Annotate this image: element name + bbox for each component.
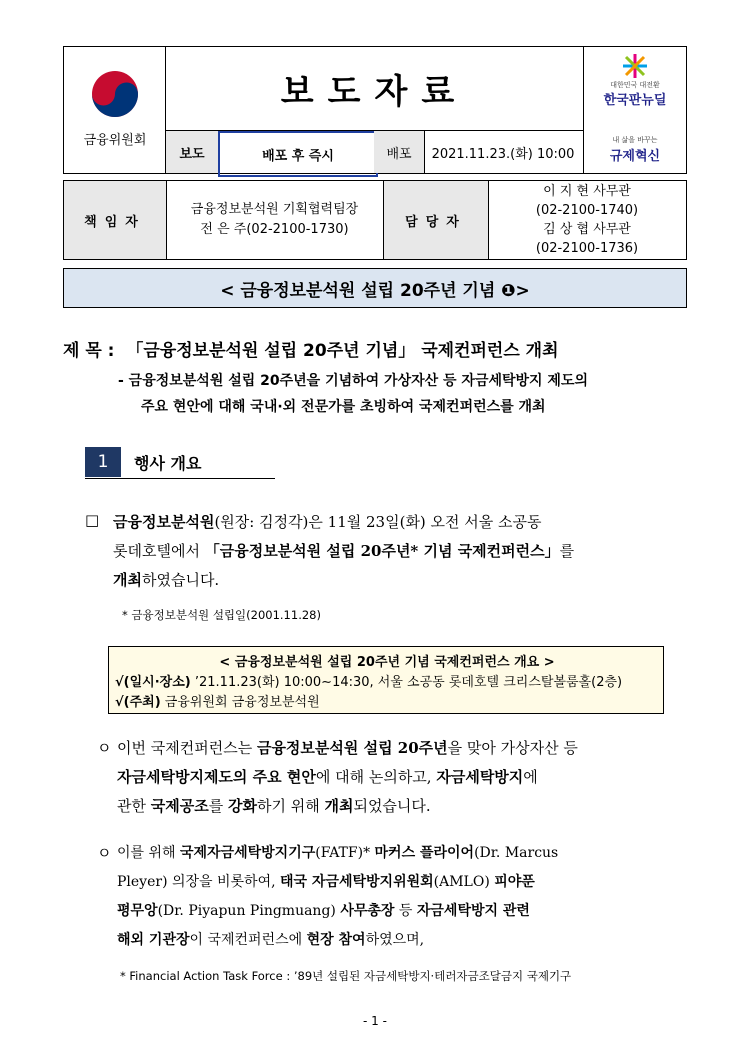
release-label: 보도 [166, 131, 219, 173]
para3-line2-a: Pleyer) 의장을 비롯하여, [117, 874, 280, 890]
overview-line2 [115, 691, 320, 710]
para2-line3-c: 하기 위해 [256, 797, 325, 815]
para1-line2-b: 를 [559, 542, 575, 560]
para1-line2-a: 롯데호텔에서 [113, 542, 205, 560]
overview-line2-label: √(주최) [115, 695, 161, 710]
contact-info [488, 181, 686, 259]
title-banner: < 금융정보분석원 설립 20주년 기념 ❶> [63, 268, 687, 308]
subject-label: 제 목 : [63, 341, 115, 361]
para2-line3-bold3: 개최 [324, 797, 354, 815]
para1-line1-rest: (원장: 김정각)은 11월 23일(화) 오전 서울 소공동 [214, 513, 542, 531]
manager-line1: 금융정보분석원 기획협력팀장 [190, 202, 359, 217]
para1-line3 [113, 569, 219, 590]
para3-line2 [117, 871, 535, 891]
para3-line1-a: 이를 위해 [117, 845, 180, 861]
para3-line2-bold1: 태국 자금세탁방지위원회 [280, 874, 434, 890]
para3-line2-bold2: 피야푼 [494, 874, 535, 890]
logo-cell [64, 47, 166, 173]
para3-line1 [117, 842, 558, 862]
responsible-table [63, 180, 687, 260]
para1-line2 [113, 540, 574, 561]
para1-line3-bold: 개최 [113, 571, 142, 589]
manager-label: 책임자 [64, 181, 167, 259]
overview-title: < 금융정보분석원 설립 20주년 기념 국제컨퍼런스 개요 > [219, 655, 555, 670]
para2-line1-bold: 금융정보분석원 설립 20주년 [256, 739, 448, 757]
contact-line2: (02-2100-1740) [535, 203, 639, 218]
para3-line1-c: (Dr. Marcus [474, 845, 559, 861]
newdeal-small-text: 대한민국 대전환 [610, 81, 660, 89]
para2-line2-bold2: 자금세탁방지 [436, 768, 524, 786]
overview-box [108, 646, 664, 714]
para3-line3-bold3: 자금세탁방지 관련 [416, 903, 530, 919]
subject-sub2: 주요 현안에 대해 국내·외 전문가를 초빙하여 국제컨퍼런스를 개최 [141, 399, 546, 415]
para3-line3 [117, 900, 530, 920]
para2-line2-bold1: 자금세탁방지제도의 주요 현안 [117, 768, 316, 786]
page-number: - 1 - [363, 1014, 387, 1028]
para3-bullet: ㅇ [97, 844, 112, 862]
subject-line [63, 336, 687, 361]
para2-line1-b: 을 맞아 가상자산 등 [447, 739, 578, 757]
para3-line4-b: 하였으며, [365, 932, 425, 948]
para2-line1-a: 이번 국제컨퍼런스는 [117, 739, 257, 757]
manager-info [166, 181, 384, 259]
para1-bullet: □ [85, 511, 100, 529]
right-logo-cell [584, 47, 686, 173]
section-number: 1 [85, 447, 121, 477]
para1-line1 [113, 511, 542, 532]
release-info-row [166, 131, 584, 173]
para1-line3-rest: 하였습니다. [141, 571, 220, 589]
distribute-label: 배포 [374, 131, 425, 173]
subject-sub1: - 금융정보분석원 설립 20주년을 기념하여 가상자산 등 자금세탁방지 제도의 [118, 373, 589, 389]
para1-footnote: * 금융정보분석원 설립일(2001.11.28) [122, 608, 321, 622]
contact-line1: 이 지 현 사무관 [543, 184, 631, 199]
para3-line4-bold1: 해외 기관장 [117, 932, 190, 948]
overview-line1 [115, 671, 622, 690]
manager-line2: 전 은 주(02-2100-1730) [200, 222, 349, 237]
distribute-value: 2021.11.23.(화) 10:00 [431, 146, 575, 162]
para3-line1-bold2: 마커스 플라이어 [374, 845, 475, 861]
para3-line2-b: (AMLO) [433, 874, 495, 890]
para3-line3-a: (Dr. Piyapun Pingmuang) [157, 903, 341, 919]
para2-line2-a: 에 대해 논의하고, [315, 768, 437, 786]
section-title: 행사 개요 [134, 454, 202, 473]
para3-line3-bold2: 사무총장 [340, 903, 395, 919]
para2-line1 [117, 737, 578, 758]
para2-line3-bold2: 강화 [227, 797, 257, 815]
section-underline [85, 478, 275, 479]
contact-line4: (02-2100-1736) [535, 241, 639, 256]
overview-line1-label: √(일시·장소) [115, 675, 191, 690]
regulation-small-text: 내 삶을 바꾸는 [612, 136, 658, 144]
newdeal-star-icon [620, 53, 650, 79]
para3-line1-bold1: 국제자금세탁방지기구 [180, 845, 316, 861]
para1-line2-bold: 「금융정보분석원 설립 20주년* 기념 국제컨퍼런스」 [204, 542, 560, 560]
contact-line3: 김 상 협 사무관 [543, 222, 631, 237]
contact-label: 담당자 [384, 181, 489, 259]
page-title: 보도자료 [166, 47, 584, 131]
para2-line2-b: 에 [523, 768, 538, 786]
overview-line1-text: ’21.11.23(화) 10:00∼14:30, 서울 소공동 롯데호텔 크리스탈볼룸홀(2층) [190, 675, 623, 690]
newdeal-text: 한국판뉴딜 [603, 93, 667, 108]
para1-line1-bold: 금융정보분석원 [113, 513, 215, 531]
para2-line3-bold1: 국제공조 [150, 797, 209, 815]
para2-bullet: ㅇ [97, 739, 112, 757]
org-name: 금융위원회 [83, 133, 147, 148]
para2-line3-a: 관한 [117, 797, 151, 815]
subject-text: 「금융정보분석원 설립 20주년 기념」 국제컨퍼런스 개최 [126, 341, 559, 361]
overview-line2-text: 금융위원회 금융정보분석원 [160, 695, 320, 710]
para2-line3-d: 되었습니다. [353, 797, 431, 815]
para2-line3-b: 를 [208, 797, 228, 815]
para2-line2 [117, 766, 538, 787]
para3-line4 [117, 929, 424, 949]
taegeuk-logo-icon [90, 69, 140, 119]
para3-line3-b: 등 [394, 903, 417, 919]
regulation-text: 규제혁신 [609, 149, 661, 164]
para3-line4-bold2: 현장 참여 [306, 932, 366, 948]
para3-footnote: * Financial Action Task Force : ’89년 설립된 자금세탁방지·테러자금조달금지 국제기구 [120, 969, 572, 983]
release-value: 배포 후 즉시 [218, 131, 378, 177]
para2-line3 [117, 795, 431, 816]
header-table [63, 46, 687, 174]
para3-line1-b: (FATF)* [315, 845, 375, 861]
para3-line4-a: 이 국제컨퍼런스에 [189, 932, 307, 948]
para3-line3-bold1: 평무앙 [117, 903, 158, 919]
